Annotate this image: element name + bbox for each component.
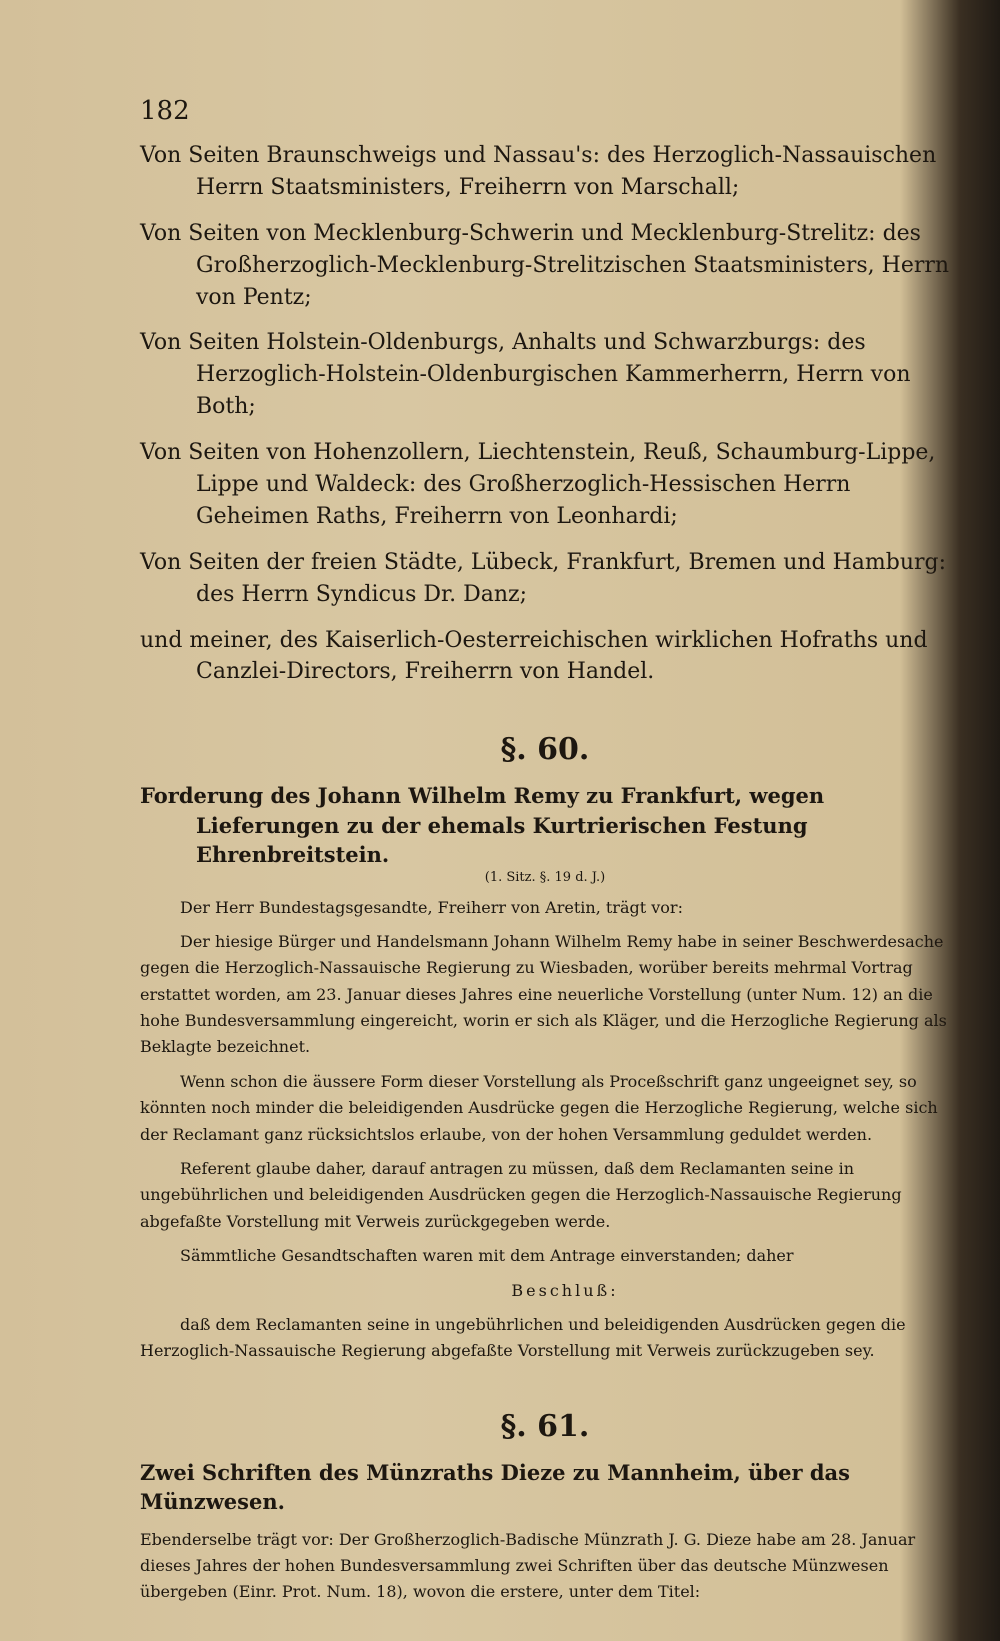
section-60-heading: §. 60.: [500, 732, 590, 768]
section-60-citation: (1. Sitz. §. 19 d. J.): [484, 869, 606, 885]
paragraph-hohenzollern: Von Seiten von Hohenzollern, Liechtenstein, Reuß, Schaumburg-Lippe, Lippe und Waldeck: des Großherzoglich-Hessischen Herrn Geheimen Raths, Freiherrn von Leonhardi;: [140, 440, 936, 529]
section-60-beschluss-label: Beschluß:: [511, 1280, 619, 1300]
section-60-title: Forderung des Johann Wilhelm Remy zu Frankfurt, wegen Lieferungen zu der ehemals Kurtrierischen Festung Ehrenbreitstein.: [140, 783, 825, 868]
section-60-referent: Referent glaube daher, darauf antragen zu müssen, daß dem Reclamanten seine in ungebührlichen und beleidigenden Ausdrücken gegen die Herzoglich-Nassauische Regierung abgefaßte Vorstellung mit Verweis zurückgegeben werde.: [140, 1159, 902, 1231]
section-60-complaint: Der hiesige Bürger und Handelsmann Johann Wilhelm Remy habe in seiner Beschwerdesache gegen die Herzoglich-Nassauische Regierung zu Wiesbaden, worüber bereits mehrmal Vortrag erstattet worden, am 23. Januar dieses Jahres eine neuerliche Vorstellung (unter Num. 12) an die hohe Bundesversammlung eingereicht, worin er sich als Kläger, und die Herzogliche Regierung als Beklagte bezeichnet.: [140, 931, 947, 1057]
section-60-intro: Der Herr Bundestagsgesandte, Freiherr von Aretin, trägt vor:: [180, 897, 683, 917]
section-61-body: Ebenderselbe trägt vor: Der Großherzoglich-Badische Münzrath J. G. Dieze habe am 28. Januar dieses Jahres der hohen Bundesversammlung zwei Schriften über das deutsche Münzwesen übergeben (Einr. Prot. Num. 18), wovon die erstere, unter dem Titel:: [140, 1529, 916, 1602]
page-number: 182: [140, 96, 190, 126]
section-60-form: Wenn schon die äussere Form dieser Vorstellung als Proceßschrift ganz ungeeignet sey, so könnten noch minder die beleidigenden Ausdrücke gegen die Herzogliche Regierung, welche sich der Reclamant ganz rücksichtslos erlaube, von der hohen Versammlung geduldet werden.: [140, 1071, 938, 1144]
paragraph-braunschweig: Von Seiten Braunschweigs und Nassau's: des Herzoglich-Nassauischen Herrn Staatsministers, Freiherrn von Marschall;: [140, 143, 937, 200]
paragraph-holstein: Von Seiten Holstein-Oldenburgs, Anhalts und Schwarzburgs: des Herzoglich-Holstein-Oldenburgischen Kammerherrn, Herrn von Both;: [140, 330, 911, 420]
paragraph-mecklenburg: Von Seiten von Mecklenburg-Schwerin und Mecklenburg-Strelitz: des Großherzoglich-Mecklenburg-Strelitzischen Staatsministers, Herrn von Pentz;: [140, 220, 950, 310]
section-60-decision: daß dem Reclamanten seine in ungebührlichen und beleidigenden Ausdrücken gegen die Herzoglich-Nassauische Regierung abgefaßte Vorstellung mit Verweis zurückzugeben sey.: [140, 1315, 906, 1361]
section-61-title: Zwei Schriften des Münzraths Dieze zu Mannheim, über das Münzwesen.: [140, 1459, 850, 1515]
paragraph-meiner: und meiner, des Kaiserlich-Oesterreichischen wirklichen Hofraths und Canzlei-Directors, Freiherrn von Handel.: [140, 627, 928, 685]
page-content: [140, 96, 950, 1614]
paragraph-freie-staedte: Von Seiten der freien Städte, Lübeck, Frankfurt, Bremen und Hamburg: des Herrn Syndicus Dr. Danz;: [140, 549, 947, 607]
section-61-heading: §. 61.: [500, 1408, 590, 1444]
section-60-agreement: Sämmtliche Gesandtschaften waren mit dem Antrage einverstanden; daher: [180, 1246, 794, 1266]
